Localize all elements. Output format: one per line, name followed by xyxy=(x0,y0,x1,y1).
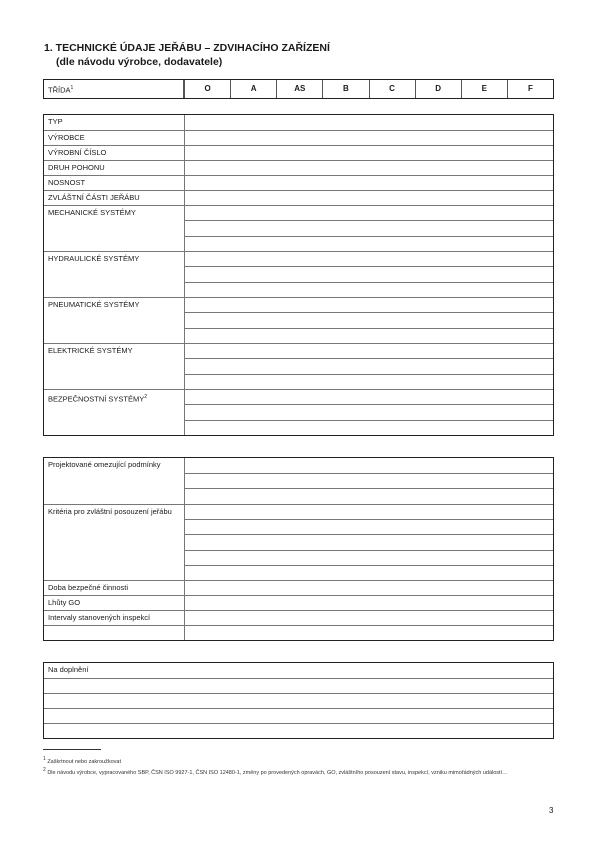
value-field[interactable] xyxy=(185,176,553,190)
row-label: NOSNOST xyxy=(44,176,185,190)
value-field[interactable] xyxy=(185,626,553,640)
row-label: VÝROBNÍ ČÍSLO xyxy=(44,146,185,160)
value-field[interactable] xyxy=(185,458,553,504)
notes-line[interactable] xyxy=(44,678,553,693)
table-row xyxy=(44,297,553,343)
notes-line[interactable] xyxy=(44,723,553,738)
class-cell-b[interactable]: B xyxy=(322,80,368,98)
table-row xyxy=(44,389,553,435)
table-row xyxy=(44,610,553,625)
class-cell-o[interactable]: O xyxy=(184,80,230,98)
table-row xyxy=(44,145,553,160)
row-label: Projektované omezující podmínky xyxy=(44,458,185,504)
class-cell-as[interactable]: AS xyxy=(276,80,322,98)
row-label: Doba bezpečné činnosti xyxy=(44,581,185,595)
value-field[interactable] xyxy=(185,505,553,580)
footnote-divider xyxy=(43,749,101,750)
value-field[interactable] xyxy=(185,252,553,297)
value-field[interactable] xyxy=(185,596,553,610)
value-field[interactable] xyxy=(185,390,553,435)
value-field[interactable] xyxy=(185,115,553,130)
table-row xyxy=(44,343,553,389)
row-label: ZVLÁŠTNÍ ČÁSTI JEŘÁBU xyxy=(44,191,185,205)
class-cell-c[interactable]: C xyxy=(369,80,415,98)
row-label: MECHANICKÉ SYSTÉMY xyxy=(44,206,185,251)
notes-line[interactable] xyxy=(44,708,553,723)
table-row xyxy=(44,175,553,190)
row-label: ELEKTRICKÉ SYSTÉMY xyxy=(44,344,185,389)
table-row xyxy=(44,160,553,175)
class-cell-d[interactable]: D xyxy=(415,80,461,98)
limits-table xyxy=(43,457,554,641)
section-title: 1. TECHNICKÉ ÚDAJE JEŘÁBU – ZDVIHACÍHO ZAŘÍZENÍ xyxy=(44,42,330,54)
table-row xyxy=(44,580,553,595)
table-row xyxy=(44,130,553,145)
value-field[interactable] xyxy=(185,611,553,625)
class-cell-e[interactable]: E xyxy=(461,80,507,98)
row-label: VÝROBCE xyxy=(44,131,185,145)
value-field[interactable] xyxy=(185,131,553,145)
notes-table xyxy=(43,662,554,739)
section-heading xyxy=(44,41,330,69)
notes-line[interactable] xyxy=(44,693,553,708)
value-field[interactable] xyxy=(185,191,553,205)
value-field[interactable] xyxy=(185,161,553,175)
footnote-2: $^2$ Dle návodu výrobce, vypracovaného SBP, ČSN ISO 9927-1, ČSN ISO 12480-1, změny po provedených opravách, GO, zvláštního posouzení stavu, inspekcí, vzniku mimořádných událostí… xyxy=(43,767,508,776)
class-cell-a[interactable]: A xyxy=(230,80,276,98)
row-label: BEZPEČNOSTNÍ SYSTÉMY$^2$ xyxy=(44,390,185,435)
table-row xyxy=(44,190,553,205)
row-label: Intervaly stanovených inspekcí xyxy=(44,611,185,625)
specs-table xyxy=(43,114,554,436)
row-label: TYP xyxy=(44,115,185,130)
table-row xyxy=(44,251,553,297)
row-label: PNEUMATICKÉ SYSTÉMY xyxy=(44,298,185,343)
section-subtitle: (dle návodu výrobce, dodavatele) xyxy=(56,56,223,68)
value-field[interactable] xyxy=(185,146,553,160)
class-table xyxy=(43,79,554,99)
value-field[interactable] xyxy=(185,298,553,343)
row-label: Kritéria pro zvláštní posouzení jeřábu xyxy=(44,505,185,580)
table-row xyxy=(44,504,553,580)
table-row xyxy=(44,595,553,610)
value-field[interactable] xyxy=(185,581,553,595)
row-label: Lhůty GO xyxy=(44,596,185,610)
class-cell-f[interactable]: F xyxy=(507,80,553,98)
page-number: 3 xyxy=(549,806,554,815)
table-row xyxy=(44,458,553,504)
row-label: HYDRAULICKÉ SYSTÉMY xyxy=(44,252,185,297)
table-row xyxy=(44,625,553,640)
footnote-1: $^1$ Zaškrtnout nebo zakroužkovat xyxy=(43,756,121,765)
notes-label: Na doplnění xyxy=(48,665,89,674)
table-row xyxy=(44,205,553,251)
value-field[interactable] xyxy=(185,344,553,389)
table-row xyxy=(44,115,553,130)
value-field[interactable] xyxy=(185,206,553,251)
row-label: DRUH POHONU xyxy=(44,161,185,175)
row-label xyxy=(44,626,185,640)
class-label: TŘÍDA$^1$ xyxy=(44,80,184,98)
